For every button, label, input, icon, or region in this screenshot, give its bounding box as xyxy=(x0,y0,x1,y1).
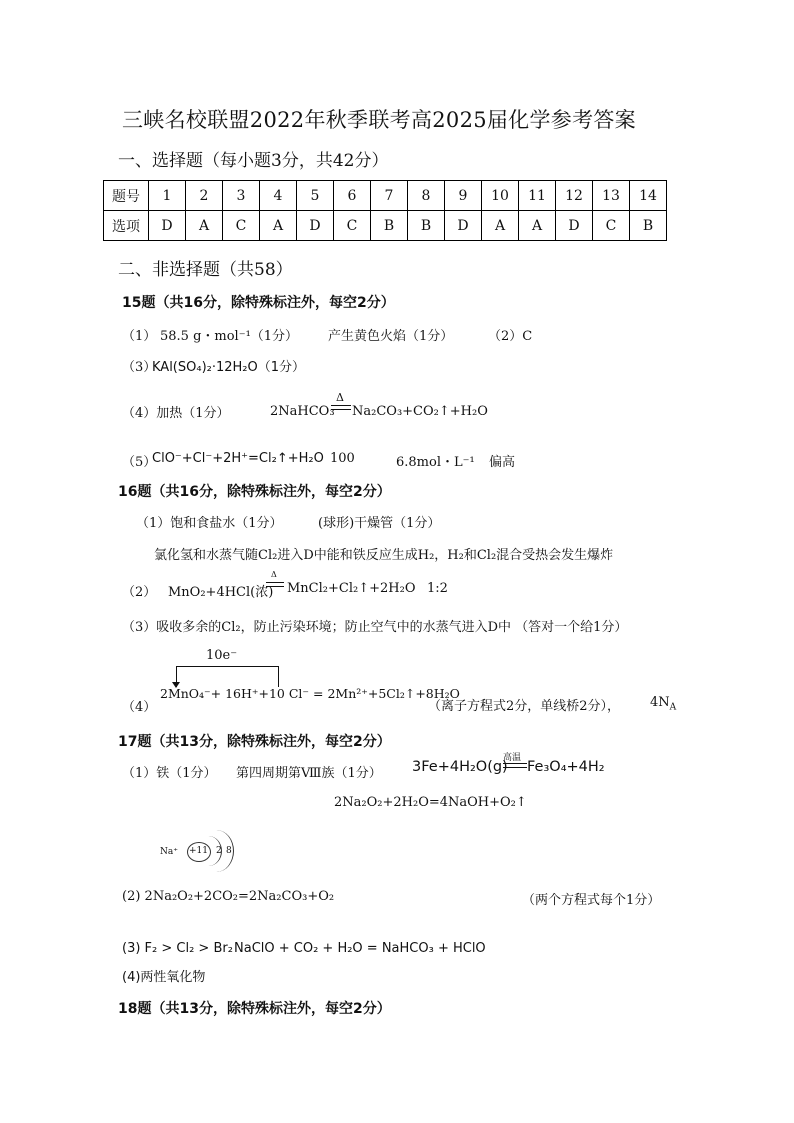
q15-line1-molar-mass: 58.5 g・mol⁻¹（1分） xyxy=(160,329,299,344)
q16-line5-note: （离子方程式2分，单线桥2分）， xyxy=(428,699,621,714)
q17-heading: 17题（共13分，除特殊标注外，每空2分） xyxy=(118,734,391,750)
q17-line1-eq-bar xyxy=(503,763,527,764)
question-number-cell: 7 xyxy=(371,181,408,211)
atom-shell-2-count: 8 xyxy=(226,846,232,856)
q15-line2-answer: （2）C xyxy=(488,329,533,344)
q15-line5-concentration: 6.8mol・L⁻¹ xyxy=(396,455,475,470)
q17-line1-position: 第四周期第Ⅷ族（1分） xyxy=(236,766,382,781)
answer-cell: D xyxy=(297,211,334,241)
question-number-cell: 10 xyxy=(482,181,519,211)
single-line-bridge xyxy=(176,666,279,687)
avogadro-symbol: 4N xyxy=(650,695,670,710)
q15-line1-flame: 产生黄色火焰（1分） xyxy=(328,329,454,344)
question-number-cell: 9 xyxy=(445,181,482,211)
q16-line3-number: （2） xyxy=(122,585,157,600)
answer-cell: A xyxy=(260,211,297,241)
question-number-cell: 13 xyxy=(593,181,630,211)
q17-line1-products: Fe₃O₄+4H₂ xyxy=(527,759,605,775)
q15-line4-heat: （4）加热（1分） xyxy=(122,406,230,421)
question-number-cell: 8 xyxy=(408,181,445,211)
q17-line1-element: （1）铁（1分） xyxy=(122,766,217,781)
q17-line3-equation: (2) 2Na₂O₂+2CO₂=2Na₂CO₃+O₂ xyxy=(122,889,335,904)
table-row-answers xyxy=(104,211,667,241)
question-number-cell: 4 xyxy=(260,181,297,211)
q18-heading: 18题（共13分，除特殊标注外，每空2分） xyxy=(118,1001,391,1017)
answer-cell: A xyxy=(482,211,519,241)
answer-cell: B xyxy=(408,211,445,241)
q16-line3-reactants: MnO₂+4HCl(浓) xyxy=(168,585,274,600)
q15-line5-equation: ClO⁻+Cl⁻+2H⁺=Cl₂↑+H₂O xyxy=(152,451,324,466)
answer-cell: D xyxy=(149,211,186,241)
atom-ion-label: Na⁺ xyxy=(160,847,178,857)
answer-cell: B xyxy=(630,211,667,241)
q16-line1-reagent: （1）饱和食盐水（1分） xyxy=(136,516,283,531)
q16-line3-eq-bar xyxy=(266,586,284,587)
table-row-label: 题号 xyxy=(104,181,149,211)
q15-line5-error: 偏高 xyxy=(489,455,516,470)
q17-line4-equation: NaClO + CO₂ + H₂O = NaHCO₃ + HClO xyxy=(234,941,486,956)
answer-cell: A xyxy=(186,211,223,241)
q15-line5-number: （5） xyxy=(122,455,157,470)
answer-cell: D xyxy=(445,211,482,241)
section-1-heading: 一、选择题（每小题3分，共42分） xyxy=(118,151,389,171)
answer-cell: C xyxy=(593,211,630,241)
q17-line4-order: (3) F₂ > Cl₂ > Br₂ xyxy=(122,941,233,956)
question-number-cell: 6 xyxy=(334,181,371,211)
question-number-cell: 12 xyxy=(556,181,593,211)
q15-line1-number: （1） xyxy=(122,329,157,344)
q17-line2-equation: 2Na₂O₂+2H₂O=4NaOH+O₂↑ xyxy=(334,795,527,810)
question-number-cell: 14 xyxy=(630,181,667,211)
q15-line4-eq-bar xyxy=(331,405,351,406)
q15-line3-formula: KAl(SO₄)₂·12H₂O（1分） xyxy=(152,360,306,375)
q16-electron-count: 10e⁻ xyxy=(206,648,238,663)
q15-line4-reactant: 2NaHCO₃ xyxy=(270,404,335,419)
q16-line5-equation: 2MnO₄⁻+ 16H⁺+10 Cl⁻ = 2Mn²⁺+5Cl₂↑+8H₂O xyxy=(160,686,460,701)
q17-line1-reactants: 3Fe+4H₂O(g) xyxy=(412,759,508,775)
q16-line3-eq-bar xyxy=(266,582,284,583)
atom-nucleus-charge: +11 xyxy=(189,846,208,856)
q16-line2-explanation: 氯化氢和水蒸气随Cl₂进入D中能和铁反应生成H₂，H₂和Cl₂混合受热会发生爆炸 xyxy=(154,548,614,563)
answer-cell: D xyxy=(556,211,593,241)
q17-line1-condition: 高温 xyxy=(503,753,522,763)
q17-line5-answer: (4)两性氧化物 xyxy=(122,970,206,985)
q15-line4-eq-bar xyxy=(331,409,351,410)
q16-line3-delta: Δ xyxy=(271,570,277,579)
answer-cell: B xyxy=(371,211,408,241)
question-number-cell: 11 xyxy=(519,181,556,211)
table-row-label: 选项 xyxy=(104,211,149,241)
q15-line4-products: Na₂CO₃+CO₂↑+H₂O xyxy=(352,404,488,419)
avogadro-subscript: A xyxy=(669,702,677,713)
q15-heading: 15题（共16分，除特殊标注外，每空2分） xyxy=(122,295,395,311)
q15-line5-volume: 100 xyxy=(330,451,355,466)
q16-line5-avogadro xyxy=(650,695,676,713)
q17-line3-note: （两个方程式每个1分） xyxy=(522,893,661,908)
q15-line4-delta: Δ xyxy=(336,391,344,404)
section-2-heading: 二、非选择题（共58） xyxy=(118,260,293,280)
answer-cell: C xyxy=(334,211,371,241)
q16-heading: 16题（共16分，除特殊标注外，每空2分） xyxy=(118,484,391,500)
answer-cell: A xyxy=(519,211,556,241)
atom-shell-1-count: 2 xyxy=(216,846,222,856)
q16-line5-number: （4） xyxy=(122,700,157,715)
table-row-numbers xyxy=(104,181,667,211)
q16-line3-products: MnCl₂+Cl₂↑+2H₂O xyxy=(287,581,416,596)
question-number-cell: 1 xyxy=(149,181,186,211)
q17-line1-eq-bar xyxy=(503,767,527,768)
question-number-cell: 5 xyxy=(297,181,334,211)
question-number-cell: 3 xyxy=(223,181,260,211)
q16-line4-purpose: （3）吸收多余的Cl₂，防止污染环境；防止空气中的水蒸气进入D中 （答对一个给1分） xyxy=(122,620,628,635)
question-number-cell: 2 xyxy=(186,181,223,211)
answer-table xyxy=(103,180,667,241)
answer-cell: C xyxy=(223,211,260,241)
page-title: 三峡名校联盟2022年秋季联考高2025届化学参考答案 xyxy=(122,108,636,132)
q15-line3-number: （3） xyxy=(122,360,157,375)
q16-line3-ratio: 1:2 xyxy=(427,581,448,596)
q16-line1-apparatus: (球形)干燥管（1分） xyxy=(318,516,441,531)
